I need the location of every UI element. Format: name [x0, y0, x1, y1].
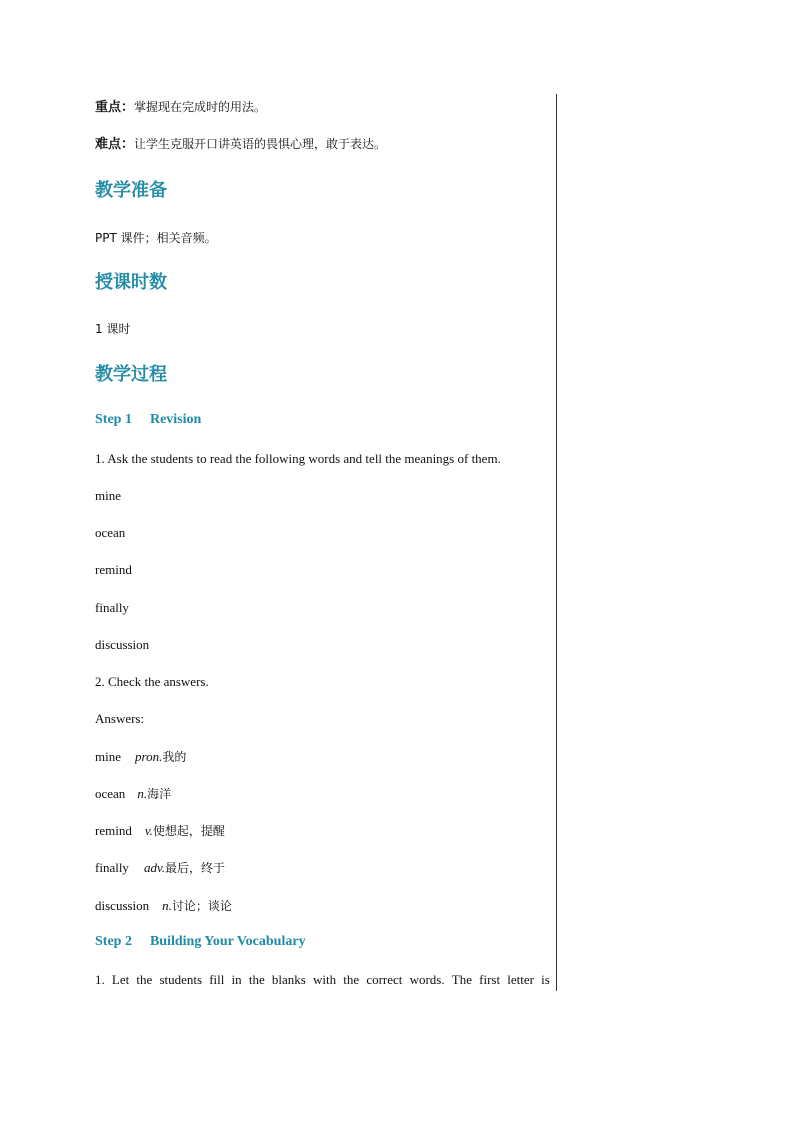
answer-meaning: 使想起，提醒: [152, 824, 225, 838]
instruction-word: 1.: [95, 972, 105, 987]
preparation-content: PPT 课件；相关音频。: [95, 231, 217, 245]
instruction-word: fill: [209, 972, 225, 987]
step1-title: Revision: [149, 412, 202, 427]
instruction-word: is: [541, 972, 550, 987]
instruction-word: the: [343, 972, 360, 987]
answer-meaning: 我的: [162, 750, 187, 764]
key-point-line: [95, 99, 266, 116]
key-point-text: 掌握现在完成时的用法。: [134, 100, 267, 114]
step2-instruction: [95, 972, 550, 988]
word-item: mine: [95, 488, 121, 503]
instruction-word: correct: [366, 972, 403, 987]
instruction-word: letter: [507, 972, 534, 987]
answer-pos: n.: [162, 898, 172, 913]
step1-heading: [95, 412, 201, 428]
step1-check: 2. Check the answers.: [95, 674, 209, 689]
answer-word: finally: [95, 860, 129, 875]
answer-row: [95, 786, 171, 802]
answer-meaning: 讨论；谈论: [171, 899, 232, 913]
instruction-word: The: [451, 972, 472, 987]
instruction-word: blanks: [271, 972, 306, 987]
instruction-word: Let: [111, 972, 130, 987]
answer-pos: pron.: [135, 749, 163, 764]
answer-meaning: 海洋: [147, 787, 172, 801]
hours-content: 1 课时: [95, 322, 131, 336]
word-item: ocean: [95, 525, 126, 540]
answer-row: [95, 749, 186, 765]
answer-word: mine: [95, 749, 121, 764]
answer-row: [95, 860, 225, 876]
answer-word: remind: [95, 823, 132, 838]
word-item: finally: [95, 600, 129, 615]
instruction-word: with: [312, 972, 337, 987]
difficult-point-text: 让学生克服开口讲英语的畏惧心理，敢于表达。: [134, 137, 387, 151]
word-item: discussion: [95, 637, 150, 652]
instruction-word: the: [136, 972, 153, 987]
step2-title: Building Your Vocabulary: [149, 934, 306, 949]
instruction-word: words.: [409, 972, 445, 987]
step2-heading: [95, 934, 306, 950]
answer-word: ocean: [95, 786, 126, 801]
answer-pos: n.: [137, 786, 148, 801]
instruction-word: first: [479, 972, 501, 987]
answer-row: [95, 823, 225, 839]
difficult-point-label: 难点：: [95, 137, 135, 152]
heading-preparation: 教学准备: [95, 180, 167, 201]
heading-hours: 授课时数: [95, 272, 167, 293]
step1-instruction: 1. Ask the students to read the following words and tell the meanings of them.: [95, 451, 501, 466]
instruction-word: students: [159, 972, 203, 987]
answer-word: discussion: [95, 898, 150, 913]
margin-rule: [556, 94, 557, 991]
instruction-word: in: [231, 972, 242, 987]
word-item: remind: [95, 562, 132, 577]
answers-label: Answers:: [95, 711, 145, 726]
answer-pos: adv.: [143, 860, 165, 875]
answer-row: [95, 898, 232, 914]
key-point-label: 重点：: [95, 100, 135, 115]
step1-number: Step 1: [95, 412, 132, 427]
difficult-point-line: [95, 136, 386, 153]
answer-pos: v.: [144, 823, 153, 838]
heading-process: 教学过程: [95, 364, 167, 385]
instruction-word: the: [248, 972, 265, 987]
answer-meaning: 最后，终于: [165, 861, 226, 875]
step2-number: Step 2: [95, 934, 132, 949]
